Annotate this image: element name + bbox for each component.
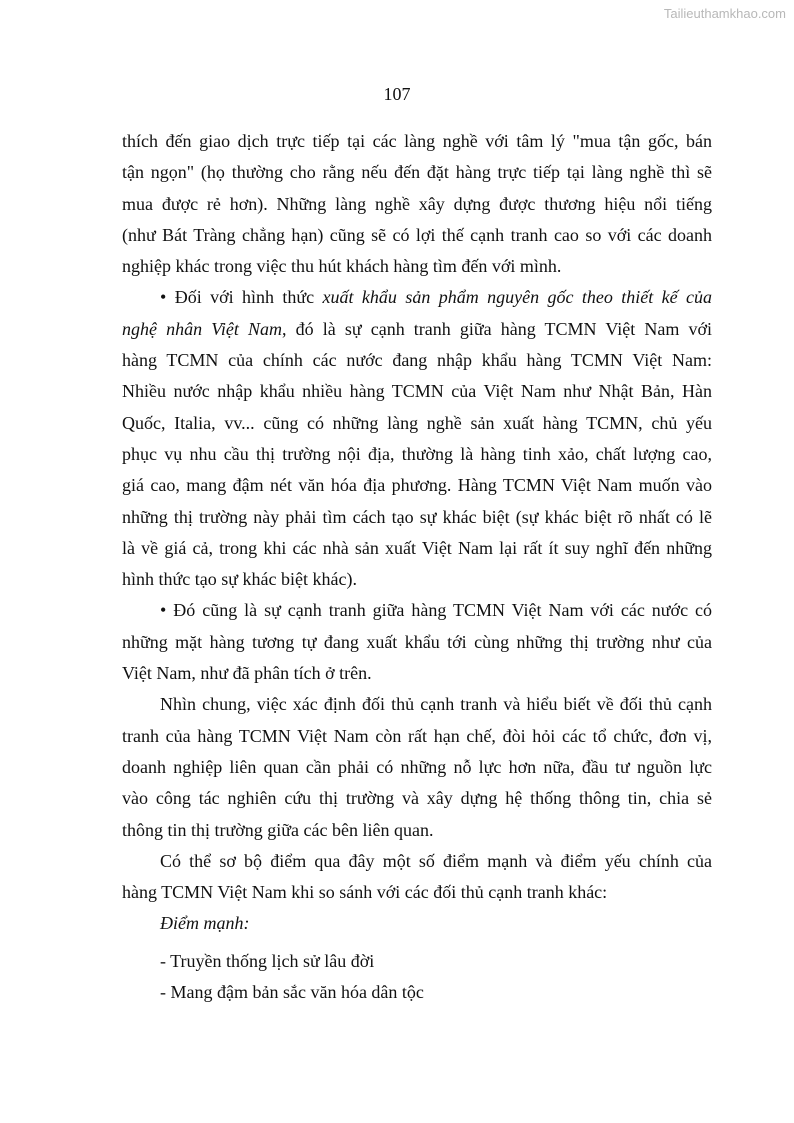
text-line: doanh nghiệp liên quan cần phải có những nỗ lực hơn nữa, đầu tư nguồn lực — [122, 756, 712, 777]
page-number: 107 — [383, 84, 411, 104]
text-line — [122, 314, 712, 345]
bullet-2 — [122, 595, 712, 689]
text-line: • Đó cũng là sự cạnh tranh giữa hàng TCMN Việt Nam với các nước có — [160, 600, 712, 621]
text-line: Quốc, Italia, vv... cũng có những làng nghề sản xuất hàng TCMN, chủ yếu — [122, 412, 712, 433]
paragraph-3 — [122, 846, 712, 909]
strengths-list — [122, 946, 712, 1009]
list-item: - Truyền thống lịch sử lâu đời — [160, 950, 375, 971]
text-line: Có thể sơ bộ điểm qua đây một số điểm mạnh và điểm yếu chính của — [160, 850, 712, 871]
text-line: hình thức tạo sự khác biệt khác). — [122, 569, 357, 590]
text-line: thông tin thị trường giữa các bên liên quan. — [122, 819, 434, 840]
watermark: Tailieuthamkhao.com — [663, 6, 786, 21]
paragraph-2 — [122, 689, 712, 845]
page-body — [122, 126, 712, 1008]
text-line: hàng TCMN Việt Nam khi so sánh với các đối thủ cạnh tranh khác: — [122, 882, 608, 903]
text-line: tranh của hàng TCMN Việt Nam còn rất hạn chế, đòi hỏi các tổ chức, đơn vị, — [122, 725, 712, 746]
list-item: - Mang đậm bản sắc văn hóa dân tộc — [160, 982, 424, 1003]
text-line: mua được rẻ hơn). Những làng nghề xây dựng được thương hiệu nổi tiếng — [122, 193, 712, 214]
text-line — [122, 282, 712, 313]
text-line: Nhiều nước nhập khẩu nhiều hàng TCMN của Việt Nam như Nhật Bản, Hàn — [122, 381, 712, 402]
heading-text: Điểm mạnh: — [160, 913, 250, 934]
text-line: là về giá cả, trong khi các nhà sản xuất Việt Nam lại rất ít suy nghĩ đến những — [122, 537, 712, 558]
text-line: vào công tác nghiên cứu thị trường và xây dựng hệ thống thông tin, chia sẻ — [122, 788, 712, 809]
text-line: thích đến giao dịch trực tiếp tại các làng nghề với tâm lý "mua tận gốc, bán — [122, 131, 712, 151]
text-line: giá cao, mang đậm nét văn hóa địa phương. Hàng TCMN Việt Nam muốn vào — [122, 475, 712, 496]
paragraph-1 — [122, 126, 712, 282]
text-line: hàng TCMN của chính các nước đang nhập khẩu hàng TCMN Việt Nam: — [122, 350, 712, 371]
text-line: Việt Nam, như đã phân tích ở trên. — [122, 663, 372, 684]
text-line: tận ngọn" (họ thường cho rằng nếu đến đặt hàng trực tiếp tại làng nghề thì sẽ — [122, 162, 712, 183]
text-line: phục vụ nhu cầu thị trường nội địa, thường là hàng tinh xảo, chất lượng cao, — [122, 443, 712, 464]
text-line: những mặt hàng tương tự đang xuất khẩu tới cùng những thị trường như của — [122, 631, 712, 652]
strengths-heading — [122, 908, 712, 939]
text-italic: nghệ nhân Việt Nam — [122, 318, 282, 339]
text-line: những thị trường này phải tìm cách tạo sự khác biệt (sự khác biệt rõ nhất có lẽ — [122, 506, 712, 527]
text-line: Nhìn chung, việc xác định đối thủ cạnh tranh và hiểu biết về đối thủ cạnh — [160, 694, 712, 715]
text-normal: , đó là sự cạnh tranh giữa hàng TCMN Việt Nam với — [282, 318, 712, 339]
text-italic: xuất khẩu sản phẩm nguyên gốc theo thiết kế của — [322, 287, 712, 308]
text-line: (như Bát Tràng chẳng hạn) cũng sẽ có lợi thế cạnh tranh cao so với các doanh — [122, 224, 712, 245]
text-line: nghiệp khác trong việc thu hút khách hàng tìm đến với mình. — [122, 256, 562, 277]
text-normal: • Đối với hình thức — [160, 287, 323, 308]
bullet-1 — [122, 282, 712, 595]
